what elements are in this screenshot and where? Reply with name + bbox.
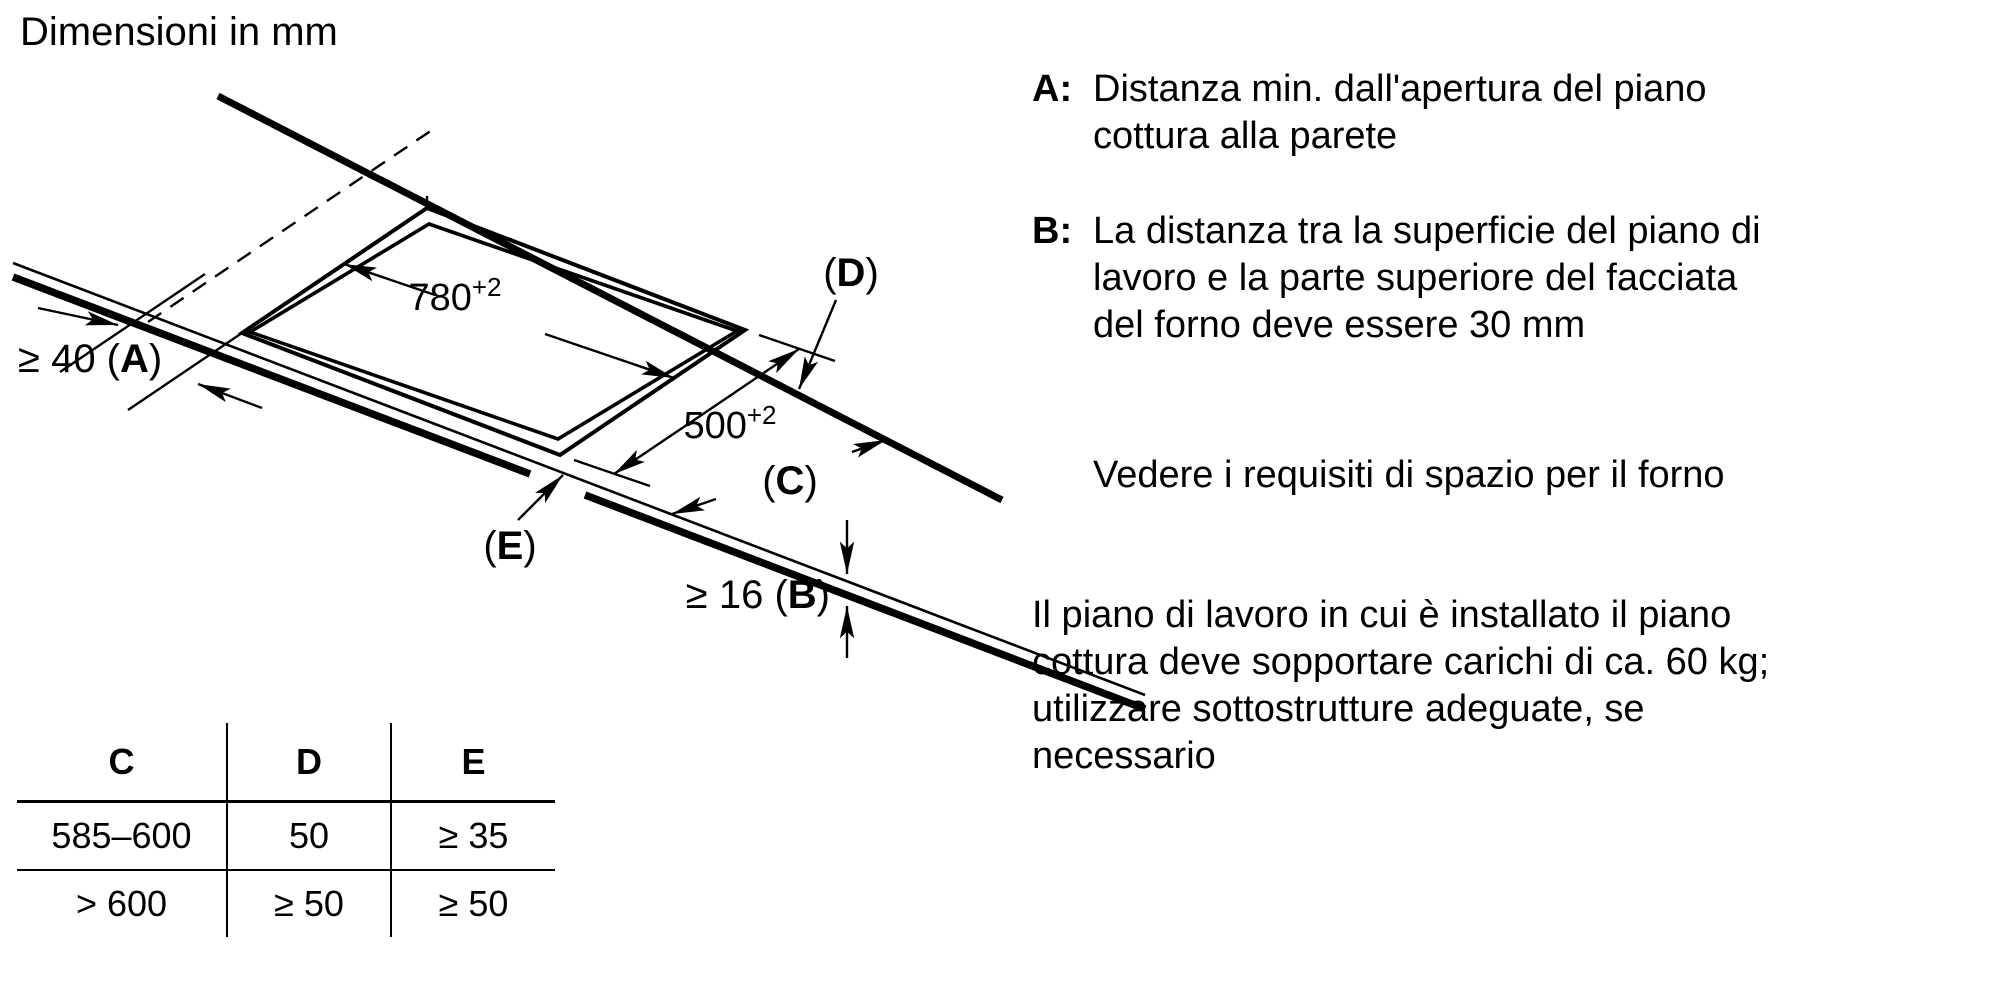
note-load-text: necessario: [1032, 735, 1216, 777]
dimension-500-label: $500^{+2}$: [683, 400, 777, 447]
table-header-e: E: [390, 723, 555, 803]
table-cell: > 600: [75, 883, 168, 924]
table-header-c: C: [17, 723, 226, 803]
table-cell: 50: [226, 803, 390, 871]
note-b-label: B:: [1032, 210, 1073, 252]
note-a: [1032, 66, 1707, 160]
note-b-text: La distanza tra la superficie del piano di: [1093, 210, 1761, 252]
note-a-text: Distanza min. dall'apertura del piano: [1093, 68, 1707, 110]
note-load-text: cottura deve sopportare carichi di ca. 60 kg;: [1032, 641, 1770, 683]
note-a-text: cottura alla parete: [1093, 115, 1398, 157]
note-a-label: A:: [1032, 68, 1073, 110]
table-cell: ≥ 50: [226, 871, 390, 937]
label-d: (D): [823, 251, 879, 295]
dimension-780: [344, 264, 674, 378]
table-header-d: D: [226, 723, 390, 803]
dimension-spec-table: [17, 723, 557, 937]
installation-diagram: [0, 60, 1160, 780]
table-cell: ≥ 50: [390, 871, 555, 937]
label-e: (E): [483, 524, 537, 568]
note-load: [1032, 592, 1769, 780]
note-b: [1032, 208, 1761, 349]
note-oven-space: [1093, 452, 1725, 499]
note-load-text: utilizzare sottostrutture adeguate, se: [1032, 688, 1645, 730]
note-oven-space-text: Vedere i requisiti di spazio per il forno: [1093, 454, 1725, 496]
page-title: Dimensioni in mm: [20, 10, 338, 54]
note-load-text: Il piano di lavoro in cui è installato il piano: [1032, 594, 1732, 636]
table-cell: ≥ 35: [390, 803, 555, 871]
note-b-text: lavoro e la parte superiore del facciata: [1093, 257, 1738, 299]
note-b-text: del forno deve essere 30 mm: [1093, 304, 1586, 346]
table-cell: 585–600: [17, 803, 226, 871]
label-c: (C): [762, 459, 818, 503]
dimension-b-label: ≥ 16 (B): [685, 573, 830, 617]
dimension-a-label: ≥ 40 (A): [18, 337, 163, 381]
dimension-780-label: $780^{+2}$: [408, 272, 502, 319]
label-e-arrow: [518, 475, 563, 520]
label-d-arrow: [799, 300, 836, 389]
hidden-edge-dashed-line: [148, 130, 432, 322]
